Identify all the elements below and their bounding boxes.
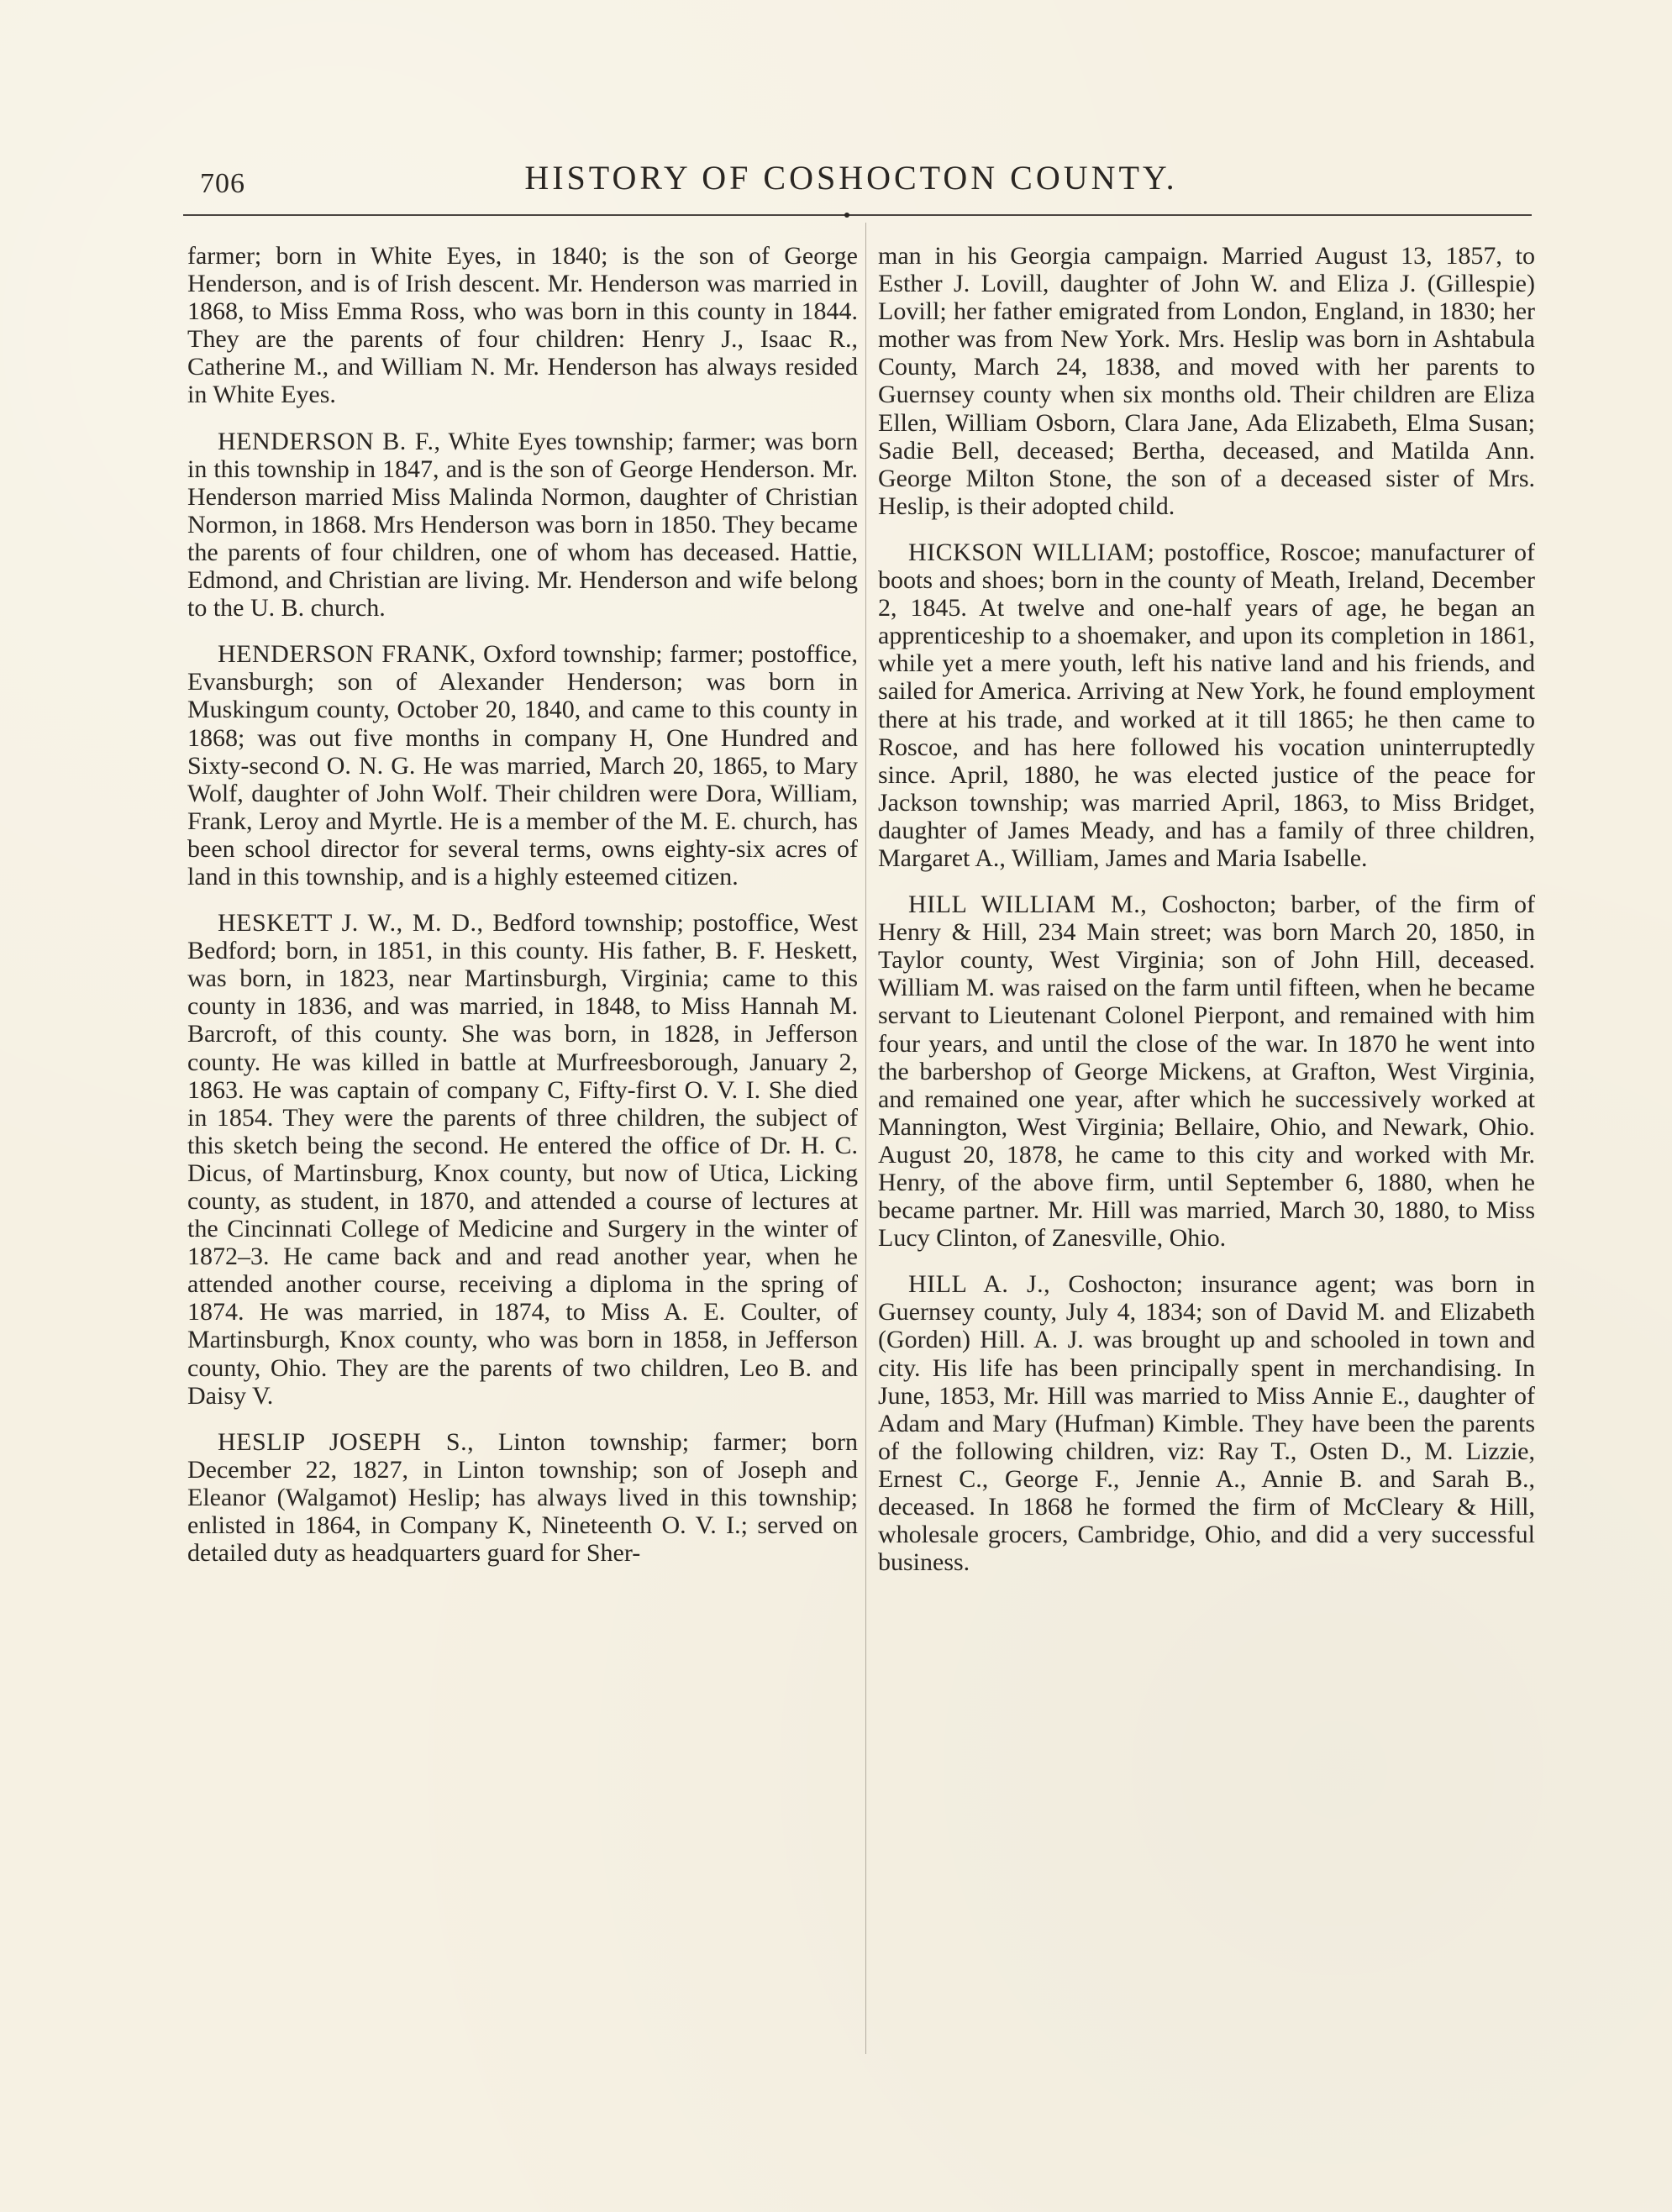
entry-text: postoffice, Roscoe; manufacturer of boots and shoes; born in the county of Meath, Ireland, December 2, 1845. At twelve and one-half years of age, he began an apprenticeship to a shoemaker, and upon its completion in 1861, while yet a mere youth, left his native land and his friends, and sailed for America. Arriving at New York, he found employment there at his trade, and worked at it till 1865; he then came to Roscoe, and has here followed his vocation uninterruptedly since. April, 1880, he was elected justice of the peace for Jackson township; was married April, 1863, to Miss Bridget, daughter of James Meady, and has a family of three children, Margaret A., William, James and Maria Isabelle.: [878, 538, 1535, 872]
entry-heading: HILL A. J.,: [908, 1270, 1051, 1299]
entry-text: Coshocton; barber, of the firm of Henry & Hill, 234 Main street; was born March 20, 1850, in Taylor county, West Virginia; son of John Hill, deceased. William M. was raised on the farm until fifteen, when he became servant to Lieutenant Colonel Pierpont, and remained with him four years, and until the close of the war. In 1870 he went into the barbershop of George Mickens, at Grafton, West Virginia, and remained one year, after which he successively worked at Mannington, West Virginia; Bellaire, Ohio, and Newark, Ohio. August 20, 1878, he came to this city and worked with Mr. Henry, of the above firm, until September 6, 1880, when he became partner. Mr. Hill was married, March 30, 1880, to Miss Lucy Clinton, of Zanesville, Ohio.: [878, 891, 1535, 1253]
running-title: HISTORY OF COSHOCTON COUNTY.: [524, 159, 1178, 197]
header-rule: [183, 214, 1532, 216]
paragraph-text: farmer; born in White Eyes, in 1840; is the son of George Henderson, and is of Irish descent. Mr. Henderson was married in 1868, to Miss Emma Ross, who was born in this county in 1844. They are the parents of four children: Henry J., Isaac R., Catherine M., and William N. Mr. Henderson has always resided in White Eyes.: [187, 242, 858, 409]
column-divider: [865, 223, 866, 2054]
biography-entry: [187, 428, 858, 623]
column-end-space: [187, 1585, 858, 1586]
entry-text: White Eyes township; farmer; was born in this township in 1847, and is the son of George Henderson. Mr. Henderson married Miss Malinda Normon, daughter of Christian Normon, in 1868. Mrs Henderson was born in 1850. They became the parents of four children, one of whom has deceased. Hattie, Edmond, and Christian are living. Mr. Henderson and wife belong to the U. B. church.: [187, 427, 858, 623]
entry-heading: HENDERSON FRANK,: [218, 640, 476, 669]
page-number: 706: [200, 168, 245, 199]
entry-heading: HILL WILLIAM M.,: [908, 891, 1148, 919]
right-continuation-paragraph: [878, 242, 1535, 520]
biography-entry: [878, 891, 1535, 1252]
entry-heading: HESKETT J. W., M. D.,: [218, 909, 484, 938]
biography-entry: [187, 909, 858, 1410]
right-column: [878, 242, 1535, 2057]
biography-entry: [187, 640, 858, 891]
rule-ornament: [844, 213, 849, 218]
biography-entry: [187, 1428, 858, 1567]
entry-heading: HICKSON WILLIAM;: [908, 538, 1155, 566]
paragraph-text: man in his Georgia campaign. Married August 13, 1857, to Esther J. Lovill, daughter of John W. and Eliza J. (Gillespie) Lovill; her father emigrated from London, England, in 1830; her mother was from New York. Mrs. Heslip was born in Ashtabula County, March 24, 1838, and moved with her parents to Guernsey county when six months old. Their children are Eliza Ellen, William Osborn, Clara Jane, Ada Elizabeth, Elma Susan; Sadie Bell, deceased; Bertha, deceased, and Matilda Ann. George Milton Stone, the son of a deceased sister of Mrs. Heslip, is their adopted child.: [878, 242, 1535, 520]
entry-text: Bedford township; postoffice, West Bedford; born, in 1851, in this county. His father, B. F. Heskett, was born, in 1823, near Martinsburgh, Virginia; came to this county in 1836, and was married, in 1848, to Miss Hannah M. Barcroft, of this county. She was born, in 1828, in Jefferson county. He was killed in battle at Murfreesborough, January 2, 1863. He was captain of company C, Fifty-first O. V. I. She died in 1854. They were the parents of three children, the subject of this sketch being the second. He entered the office of Dr. H. C. Dicus, of Martinsburg, Knox county, but now of Utica, Licking county, as student, in 1870, and attended a course of lectures at the Cincinnati College of Medicine and Surgery in the winter of 1872–3. He came back and and read another year, when he attended another course, receiving a diploma in the spring of 1874. He was married, in 1874, to Miss A. E. Coulter, of Martinsburgh, Knox county, who was born in 1858, in Jefferson county, Ohio. They are the parents of two children, Leo B. and Daisy V.: [187, 909, 858, 1410]
biography-entry: [878, 539, 1535, 872]
page-header: [183, 158, 1519, 202]
left-column: [187, 242, 858, 2057]
entry-text: Coshocton; insurance agent; was born in Guernsey county, July 4, 1834; son of David M. and Elizabeth (Gorden) Hill. A. J. was brought up and schooled in town and city. His life has been principally spent in merchandising. In June, 1853, Mr. Hill was married to Miss Annie E., daughter of Adam and Mary (Hufman) Kimble. They have been the parents of the following children, viz: Ray T., Osten D., M. Lizzie, Ernest C., George F., Jennie A., Annie B. and Sarah B., deceased. In 1868 he formed the firm of McCleary & Hill, wholesale grocers, Cambridge, Ohio, and did a very successful business.: [878, 1270, 1535, 1577]
entry-text: Linton township; farmer; born December 22, 1827, in Linton township; son of Joseph and Eleanor (Walgamot) Heslip; has always lived in this township; enlisted in 1864, in Company K, Nineteenth O. V. I.; served on detailed duty as headquarters guard for Sher-: [187, 1427, 858, 1568]
biography-entry: [878, 1270, 1535, 1576]
entry-heading: HENDERSON B. F.,: [218, 427, 441, 455]
entry-heading: HESLIP JOSEPH S.,: [218, 1427, 475, 1456]
entry-text: Oxford township; farmer; postoffice, Evansburgh; son of Alexander Henderson; was born in Muskingum county, October 20, 1840, and came to this county in 1868; was out five months in company H, One Hundred and Sixty-second O. N. G. He was married, March 20, 1865, to Mary Wolf, daughter of John Wolf. Their children were Dora, William, Frank, Leroy and Myrtle. He is a member of the M. E. church, has been school director for several terms, owns eighty-six acres of land in this township, and is a highly esteemed citizen.: [187, 640, 858, 891]
left-continuation-paragraph: [187, 242, 858, 409]
